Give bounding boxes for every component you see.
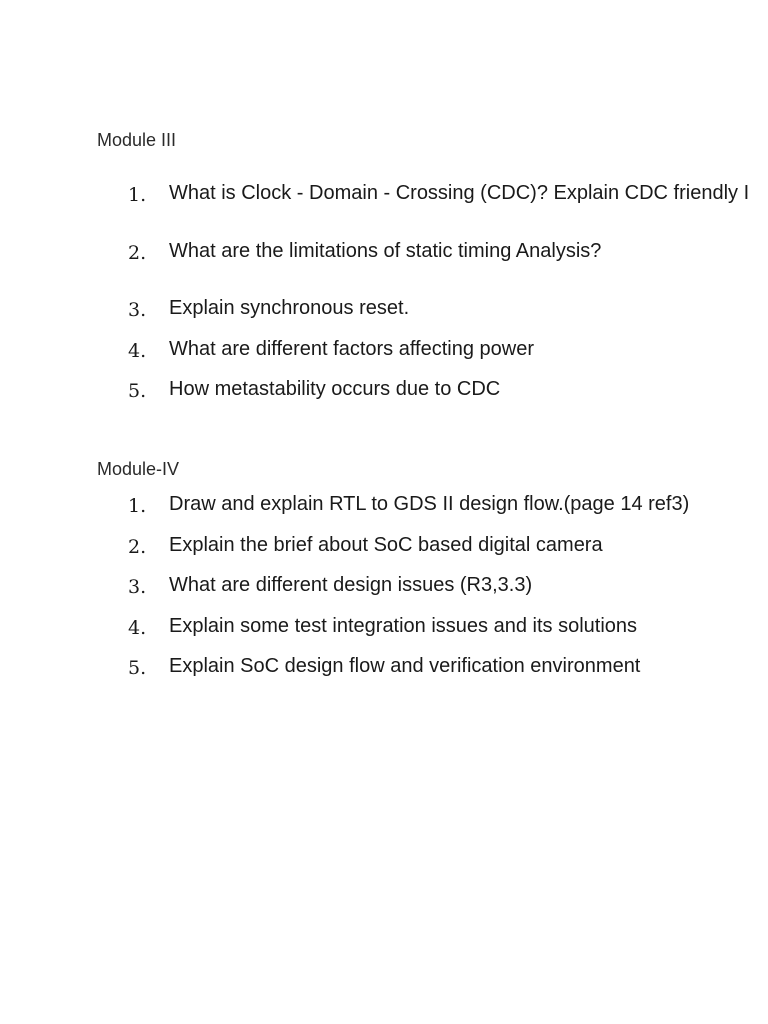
list-item (0, 574, 768, 602)
question-number: 1. (128, 495, 147, 517)
list-item (0, 534, 768, 562)
question-text: How metastability occurs due to CDC (169, 378, 501, 400)
question-number: 5. (128, 380, 147, 402)
list-item (0, 655, 768, 683)
list-item (0, 378, 768, 406)
list-item (0, 240, 768, 268)
question-text: Explain synchronous reset. (169, 297, 410, 319)
list-item (0, 182, 768, 210)
question-text: Explain some test integration issues and its solutions (169, 615, 638, 637)
question-number: 3. (128, 576, 147, 598)
question-number: 5. (128, 657, 147, 679)
question-text: Explain SoC design flow and verification environment (169, 655, 641, 677)
list-item (0, 297, 768, 325)
question-text: What are different factors affecting power (169, 338, 535, 360)
question-number: 2. (128, 242, 147, 264)
list-item (0, 338, 768, 366)
question-number: 1. (128, 184, 147, 206)
question-number: 3. (128, 299, 147, 321)
question-text: What are different design issues (R3,3.3) (169, 574, 533, 596)
module-4-heading: Module-IV (97, 459, 180, 479)
question-text: Draw and explain RTL to GDS II design flow.(page 14 ref3) (169, 493, 690, 515)
question-number: 4. (128, 617, 147, 639)
module-3-heading: Module III (97, 130, 177, 150)
question-text: What are the limitations of static timing Analysis? (169, 240, 602, 262)
question-number: 2. (128, 536, 147, 558)
question-text: What is Clock - Domain - Crossing (CDC)? Explain CDC friendly I (169, 182, 750, 204)
question-number: 4. (128, 340, 147, 362)
list-item (0, 493, 768, 521)
question-text: Explain the brief about SoC based digital camera (169, 534, 603, 556)
list-item (0, 615, 768, 643)
